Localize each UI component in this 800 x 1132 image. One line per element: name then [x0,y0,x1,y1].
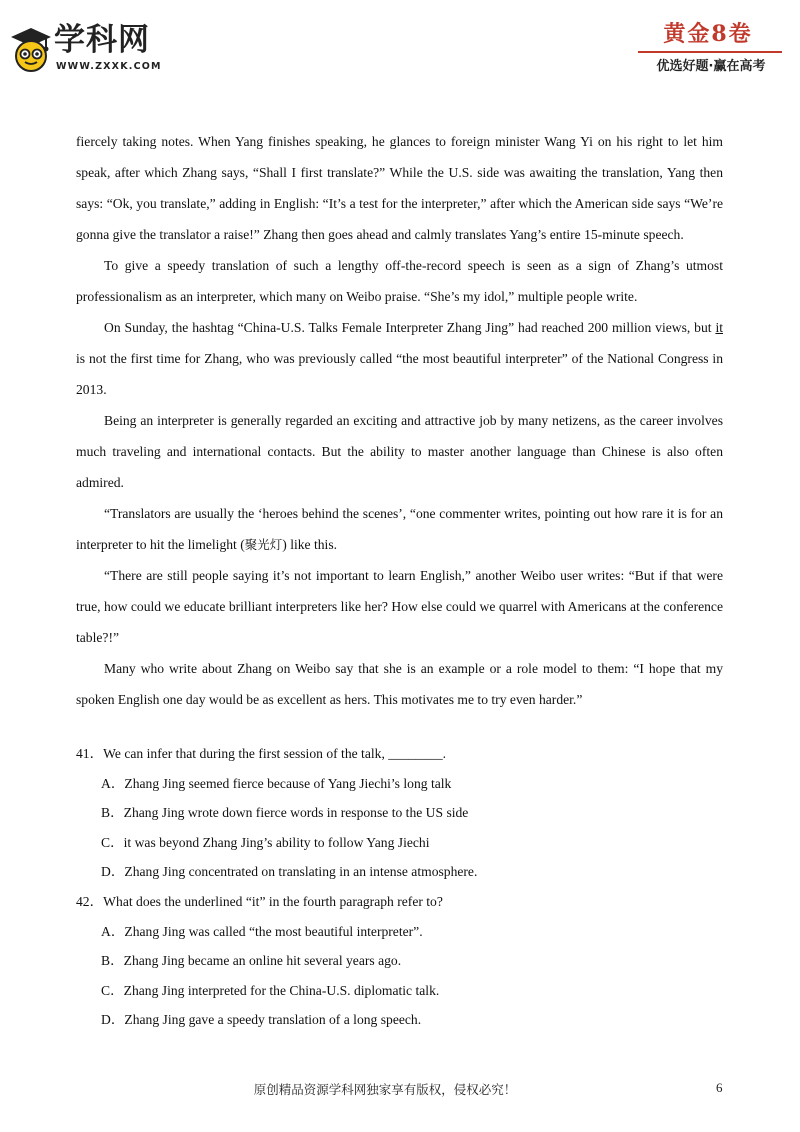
question-42 [76,887,736,1035]
question-stem: 42．What does the underlined “it” in the fourth paragraph refer to? [76,893,443,909]
passage-paragraph-4: Being an interpreter is generally regarded an exciting and attractive job by many netizens, as the career involves much traveling and international contacts. But the ability to master another language than Chinese is also often admired. [76,413,723,490]
passage-paragraph-5-start: “Translators are usually the ‘heroes behind the scenes’, “one commenter writes, pointing out how rare it is for an interpreter to hit the limelight ( [76,506,723,552]
answer-option-d: D．Zhang Jing concentrated on translating in an intense atmosphere. [101,864,478,880]
passage-paragraph-3-end: is not the first time for Zhang, who was previously called “the most beautiful interpreter” of the National Congress in 2013. [76,351,723,397]
badge-title: 黄金8卷 [663,21,753,47]
page-number: 6 [716,1080,723,1095]
logo-brand-text: 学科网 [54,22,150,58]
page-header [0,0,800,90]
passage-paragraph-5 [76,498,723,560]
badge-subtitle: 优选好题·赢在高考 [656,59,766,74]
copyright-notice: 原创精品资源学科网独家享有版权，侵权必究！ [253,1082,517,1097]
answer-option-c: C．it was beyond Zhang Jing’s ability to follow Yang Jiechi [101,834,430,850]
reading-passage [76,126,723,715]
answer-option-c: C．Zhang Jing interpreted for the China-U.S. diplomatic talk. [101,982,440,998]
passage-paragraph-5-end: ) like this. [282,537,338,552]
logo-url-text: WWW.ZXXK.COM [56,61,162,72]
graduation-cap-mascot-icon [10,26,52,72]
answer-option-d: D．Zhang Jing gave a speedy translation of a long speech. [101,1012,422,1028]
answer-option-a: A．Zhang Jing was called “the most beautiful interpreter”. [101,923,423,939]
badge-divider [638,51,782,53]
passage-paragraph-6: “There are still people saying it’s not important to learn English,” another Weibo user writes: “But if that were true, how could we educate brilliant interpreters like her? How else could we quarrel with Americans at the conference table?!” [76,568,723,645]
answer-option-b: B．Zhang Jing wrote down fierce words in response to the US side [101,805,469,821]
passage-paragraph-2: To give a speedy translation of such a lengthy off-the-record speech is seen as a sign of Zhang’s utmost professionalism as an interpreter, which many on Weibo praise. “She’s my idol,” multiple people write. [76,258,723,304]
question-list [76,739,736,1035]
chinese-gloss: 聚光灯 [244,537,283,552]
question-41 [76,739,736,887]
answer-option-a: A．Zhang Jing seemed fierce because of Yang Jiechi’s long talk [101,775,452,791]
underlined-it: it [715,320,723,335]
page-footer [0,1080,800,1104]
answer-option-b: B．Zhang Jing became an online hit several years ago. [101,953,402,969]
passage-paragraph-1: fiercely taking notes. When Yang finishes speaking, he glances to foreign minister Wang Yi on his right to let him speak, after which Zhang says, “Shall I first translate?” While the U.S. side was awaiting the translation, Yang then says: “Ok, you translate,” adding in English: “It’s a test for the interpreter,” after which the American side says “We’re gonna give the translator a raise!” Zhang then goes ahead and calmly translates Yang’s entire 15-minute speech. [76,134,723,242]
passage-paragraph-3-start: On Sunday, the hashtag “China-U.S. Talks Female Interpreter Zhang Jing” had reached 200 million views, but [104,320,716,335]
passage-paragraph-7: Many who write about Zhang on Weibo say that she is an example or a role model to them: “I hope that my spoken English one day would be as excellent as hers. This motivates me to try even harder.” [76,661,723,707]
question-stem: 41．We can infer that during the first session of the talk, ________. [76,746,447,761]
passage-paragraph-3 [76,312,723,405]
